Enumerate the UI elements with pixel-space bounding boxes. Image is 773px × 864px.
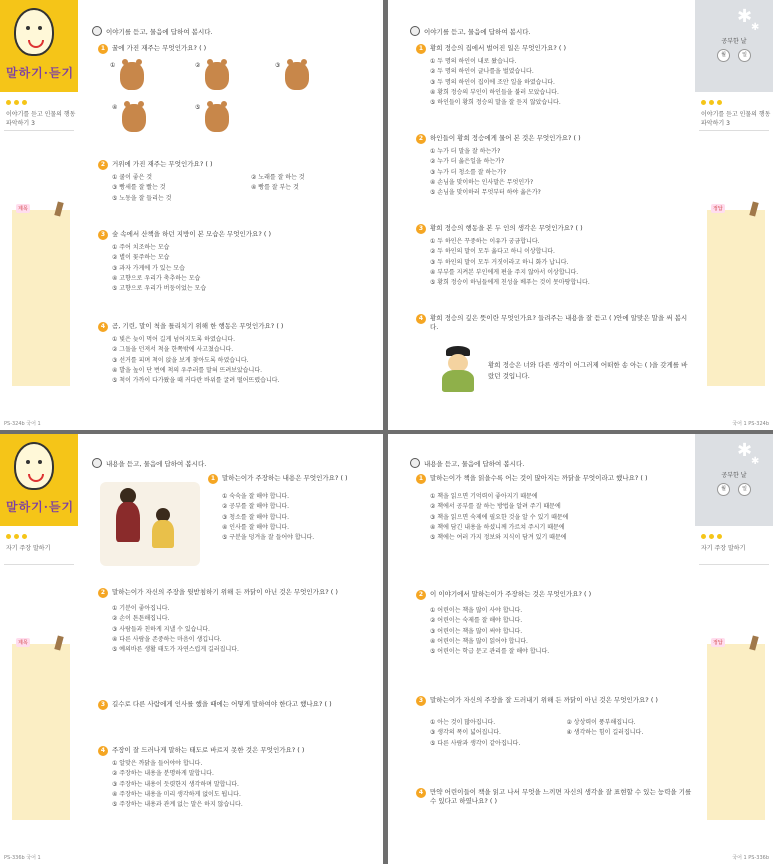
option-2[interactable]: ② 그돌을 던져서 척을 한쪽밖에 사고쳤습니다.	[112, 346, 234, 354]
question-number: 2	[416, 134, 426, 144]
option-4[interactable]: ④ 빵를 잘 부는 것	[251, 184, 299, 192]
option-3[interactable]: ③ 주장하는 내용이 듯렷한지 생각하며 말합니다.	[112, 780, 239, 788]
question-2	[98, 160, 378, 204]
option-3[interactable]: ③ 생각의 폭이 넓어집니다.	[430, 729, 501, 737]
option-4[interactable]: ④ 인사를 잘 해야 합니다.	[222, 523, 290, 531]
option-picture-1[interactable]: ①	[120, 62, 144, 92]
option-1[interactable]: ① 빛은 늦이 먹어 길게 넘어지도록 하였습니다.	[112, 336, 236, 343]
option-4[interactable]: ④ 고향으로 우리가 축추하는 모습	[112, 274, 201, 282]
bear-icon	[205, 62, 229, 90]
option-4[interactable]: ④ 어린이는 책을 많이 읽어야 합니다.	[430, 637, 528, 645]
day-field[interactable]: 일	[738, 49, 751, 62]
option-2[interactable]: ② 주장하는 내용을 분명하게 말합니다.	[112, 770, 214, 778]
option-5[interactable]: ⑤ 주장하는 내용과 관계 없는 말은 하지 않습니다.	[112, 801, 243, 809]
question-2	[98, 588, 373, 655]
question-number: 1	[98, 44, 108, 54]
option-2[interactable]: ② 손이 튼튼해집니다.	[112, 615, 170, 623]
question-2	[416, 590, 691, 657]
question-text: 말하는이가 자신의 주장을 잘 드러내기 위해 든 까닭이 아닌 것은 무엇인가요? ( )	[430, 696, 658, 704]
pin-icon	[54, 201, 63, 216]
option-5[interactable]: ⑤ 책에는 여러 가지 정보와 지식이 담겨 있기 때문에	[430, 534, 567, 542]
option-5[interactable]: ⑤ 예의바른 생활 태도가 자연스럽게 길러집니다.	[112, 646, 239, 654]
instruction-text: 내용을 듣고, 물음에 답하여 봅시다.	[106, 459, 207, 468]
note-tag: 정답	[713, 640, 723, 646]
page-top-right	[388, 0, 773, 430]
option-2[interactable]: ② 상상력이 풍부해집니다.	[566, 719, 636, 726]
option-4[interactable]: ④ 생각하는 힘이 길러집니다.	[566, 729, 644, 737]
option-picture-5[interactable]: ⑤	[205, 104, 229, 134]
question-text: 황희 정승의 행동을 본 두 인의 생각은 무엇인가요? ( )	[430, 224, 583, 232]
question-number: 3	[98, 230, 108, 240]
option-2[interactable]: ② 노래를 잘 하는 것	[251, 174, 305, 181]
question-number: 1	[208, 474, 218, 484]
divider	[4, 564, 74, 565]
character-logo-icon	[14, 8, 54, 56]
option-3[interactable]: ③ 책을 읽으면 숙제에 필요한 것을 알 수 있기 때문에	[430, 513, 569, 521]
character-logo-icon	[14, 442, 54, 490]
option-2[interactable]: ② 공부를 잘 해야 합니다.	[222, 503, 290, 511]
instruction-header	[92, 458, 206, 468]
lesson-subtitle: 자기 주장 말하기	[6, 545, 51, 552]
question-4	[416, 314, 694, 332]
option-5[interactable]: ⑤ 황희 정승이 하님들에게 친성을 베푸는 것이 못마땅합니다.	[430, 279, 590, 287]
pin-icon	[749, 201, 758, 216]
question-3	[98, 230, 378, 294]
question-number: 2	[98, 588, 108, 598]
instruction-text: 내용을 듣고, 물음에 답하여 봅시다.	[424, 459, 525, 468]
question-4	[416, 788, 694, 806]
option-1[interactable]: ① 기분이 좋아집니다.	[112, 605, 170, 612]
speaker-icon	[92, 26, 102, 36]
page-bottom-right	[388, 434, 773, 864]
option-2[interactable]: ② 책에서 공부를 잘 하는 방법을 알려 주기 때문에	[430, 503, 561, 511]
question-1	[98, 44, 378, 54]
page-footer: 국어 1 PS-336b	[732, 855, 769, 861]
option-1[interactable]: ① 책을 읽으면 기억력이 좋아지기 때문에	[430, 493, 538, 500]
option-5[interactable]: ⑤ 어린이는 학급 문고 관리를 잘 해야 합니다.	[430, 648, 550, 656]
question-3	[98, 700, 373, 710]
month-field[interactable]: 월	[717, 483, 730, 496]
option-2[interactable]: ② 별이 꽃주하는 모습	[112, 254, 170, 262]
option-5[interactable]: ⑤ 손님을 맞이하러 무엇부터 하야 옳은가?	[430, 189, 541, 197]
sparkle-icon: ✱	[751, 22, 760, 33]
question-text: 말하는이가 책을 읽을수록 어는 것이 많아지는 까닭을 무엇이라고 했나요? ( )	[430, 474, 648, 482]
option-4[interactable]: ④ 발을 높이 단 번에 척의 우주러를 말혀 뜨려보았습니다.	[112, 366, 263, 374]
memo-note	[707, 640, 765, 820]
question-number: 1	[416, 474, 426, 484]
question-2	[416, 134, 686, 198]
pin-icon	[54, 635, 63, 650]
dots-icon	[6, 100, 27, 105]
month-field[interactable]: 월	[717, 49, 730, 62]
divider	[699, 130, 769, 131]
divider	[699, 564, 769, 565]
section-title: 말하기·듣기	[6, 500, 75, 514]
question-text: 꿀에 가진 재주는 무엇인가요? ( )	[112, 44, 207, 52]
instruction-text: 이야기를 듣고, 물음에 답하여 봅시다.	[424, 27, 531, 36]
note-tag: 제목	[18, 206, 28, 212]
option-1[interactable]: ① 누가 더 말을 잘 하는가?	[430, 148, 501, 155]
option-1[interactable]: ① 알맞은 까닭을 들어야야 합니다.	[112, 760, 203, 767]
dots-icon	[701, 100, 722, 105]
option-3[interactable]: ③ 빵세를 잘 빨는 것	[112, 184, 166, 192]
option-3[interactable]: ③ 청소를 잘 해야 합니다.	[222, 513, 290, 521]
greeting-illustration	[100, 482, 200, 566]
memo-note	[12, 206, 70, 386]
option-4[interactable]: ④ 손님을 맞이하는 인사말은 무엇인가?	[430, 178, 534, 186]
day-field[interactable]: 일	[738, 483, 751, 496]
dots-icon	[701, 534, 722, 539]
question-text: 황희 정승의 깊은 뜻이란 무엇인가요? 들려주는 내용을 잘 듣고 ( )안에 알맞은 말을 써 봅시다.	[430, 314, 688, 331]
speaker-icon	[410, 26, 420, 36]
option-picture-4[interactable]: ④	[122, 104, 146, 134]
instruction-header	[410, 458, 524, 468]
question-text: 숲 속에서 산책을 하던 지방이 본 모습은 무엇인가요? ( )	[112, 230, 271, 238]
speaker-icon	[410, 458, 420, 468]
page-footer: 국어 1 PS-324b	[732, 421, 769, 427]
option-5[interactable]: ⑤ 노동을 잘 들리는 것	[112, 194, 172, 202]
sidebar-banner	[0, 434, 78, 526]
question-text: 말하는이가 자신의 주장을 뒷받침하기 위해 든 까닭이 아닌 것은 무엇인가요? ( )	[112, 588, 338, 596]
page-footer: PS-336b 국어 1	[4, 855, 41, 861]
question-text: 거위에 가진 재주는 무엇인가요? ( )	[112, 160, 213, 168]
question-number: 3	[416, 224, 426, 234]
bear-icon	[122, 104, 146, 132]
question-number: 1	[416, 44, 426, 54]
question-3	[416, 696, 691, 749]
sidebar-banner	[695, 0, 773, 92]
option-picture-2[interactable]: ②	[205, 62, 229, 92]
question-text: 이 이야기에서 말하는이가 주장하는 것은 무엇인가요? ( )	[430, 590, 592, 598]
option-4[interactable]: ④ 부부를 지켜본 부인에게 편을 주지 않아서 이상합니다.	[430, 268, 579, 276]
question-1	[208, 474, 380, 543]
sidebar	[0, 0, 78, 430]
question-number: 2	[416, 590, 426, 600]
question-1	[416, 44, 686, 108]
question-text: 주장이 잘 드러나게 말하는 태도로 바르지 못한 것은 무엇인가요? ( )	[112, 746, 305, 754]
option-1[interactable]: ① 두 하인은 꾸중하는 이유가 궁금합니다.	[430, 238, 540, 245]
option-3[interactable]: ③ 누가 더 청소를 잘 하는가?	[430, 168, 507, 176]
option-3[interactable]: ③ 두 명의 하인이 집이에 조안 일을 하였습니다.	[430, 78, 555, 86]
lesson-subtitle: 자기 주장 말하기	[701, 545, 746, 552]
study-date	[699, 36, 769, 62]
option-3[interactable]: ③ 과자 가게에 가 있는 모습	[112, 264, 185, 272]
option-1[interactable]: ① 두 명의 하인이 내로 왔습니다.	[430, 58, 517, 65]
question-text: 말하는이가 주장하는 내용은 무엇인가요? ( )	[222, 474, 348, 482]
page-footer: PS-324b 국어 1	[4, 421, 41, 427]
question-number: 2	[98, 160, 108, 170]
sidebar	[0, 434, 78, 864]
lesson-subtitle: 이야기를 듣고 인물의 행동 파악하기 3	[6, 111, 76, 127]
page-top-left	[0, 0, 383, 430]
sparkle-icon: ✱	[751, 456, 760, 467]
question-number: 4	[98, 322, 108, 332]
date-label: 공부한 날	[721, 472, 747, 479]
date-label: 공부한 날	[721, 38, 747, 45]
option-picture-3[interactable]: ③	[285, 62, 309, 92]
memo-note	[707, 206, 765, 386]
option-4[interactable]: ④ 주장하는 내용을 미리 생각하게 없이도 됩니다.	[112, 790, 241, 798]
bear-icon	[120, 62, 144, 90]
sidebar-banner	[0, 0, 78, 92]
option-2[interactable]: ② 두 명의 하인이 글나를을 벌였습니다.	[430, 68, 534, 76]
option-1[interactable]: ① 어린이는 책을 많이 사야 합니다.	[430, 607, 523, 614]
question-4	[98, 746, 380, 810]
section-title: 말하기·듣기	[6, 66, 75, 80]
question-number: 3	[416, 696, 426, 706]
question-3	[416, 224, 691, 288]
option-4[interactable]: ④ 책에 담긴 내용을 하셨니께 가르쳐 주시기 때문에	[430, 523, 565, 531]
question-text: 만약 어린이들이 책을 읽고 나서 무엇을 느끼면 자신의 생각을 잘 표현할 수 있는 능력을 기를 수 있다고 하였나요? ( )	[430, 788, 692, 805]
speaker-icon	[92, 458, 102, 468]
option-2[interactable]: ② 누가 더 옳은일을 하는가?	[430, 158, 505, 166]
question-number: 3	[98, 700, 108, 710]
option-5[interactable]: ⑤ 척이 가까이 다가왔을 때 커다란 바위를 굴려 떨어뜨렸습니다.	[112, 377, 280, 385]
divider	[4, 130, 74, 131]
option-1[interactable]: ① 주어 치조하는 모습	[112, 244, 170, 251]
option-5[interactable]: ⑤ 구분을 덩겨을 잘 들어야 합니다.	[222, 534, 315, 542]
question-4	[98, 322, 380, 386]
fill-in-answer[interactable]: 황희 정승은 너와 다른 생각이 어그러제 어떠한 송 아는 ( )을 갖게를 바랐던 것입니다.	[488, 361, 688, 380]
option-1[interactable]: ① 아는 것이 많아집니다.	[430, 719, 496, 726]
page-bottom-left	[0, 434, 383, 864]
instruction-header	[410, 26, 531, 36]
dots-icon	[6, 534, 27, 539]
option-3[interactable]: ③ 두 하인의 말이 모두 거짓이라고 하니 화가 납니다.	[430, 258, 569, 266]
sidebar	[695, 0, 773, 430]
instruction-text: 이야기를 듣고, 물음에 답하여 봅시다.	[106, 27, 213, 36]
question-text: 길수로 다른 사람에게 인사를 했을 때에는 어떻게 말하여야 한다고 했나요? ( )	[112, 700, 332, 708]
option-3[interactable]: ③ 사람들과 친하게 지낼 수 있습니다.	[112, 625, 210, 633]
question-number: 4	[416, 788, 426, 798]
note-tag: 정답	[713, 206, 723, 212]
sparkle-icon: ✱	[737, 440, 753, 461]
bear-icon	[205, 104, 229, 132]
sidebar	[695, 434, 773, 864]
option-4[interactable]: ④ 다른 사람을 존중하는 마음이 생깁니다.	[112, 635, 222, 643]
option-1[interactable]: ① 숙숙을 잘 해야 합니다.	[222, 493, 290, 500]
option-5[interactable]: ⑤ 고향으로 우리가 버둥이었는 모습	[112, 285, 207, 293]
question-1	[416, 474, 691, 543]
option-3[interactable]: ③ 선거를 피며 척이 앉을 보게 찾아도록 하였습니다.	[112, 356, 249, 364]
question-text: 하인들이 황희 정승에게 물어 본 것은 무엇인가요? ( )	[430, 134, 581, 142]
question-number: 4	[416, 314, 426, 324]
lesson-subtitle: 이야기를 듣고 인물의 행동 파악하기 3	[701, 111, 771, 127]
sparkle-icon: ✱	[737, 6, 753, 27]
memo-note	[12, 640, 70, 820]
question-text: 황희 정승의 집에서 벌어진 일은 무엇인가요? ( )	[430, 44, 567, 52]
instruction-header	[92, 26, 213, 36]
option-5[interactable]: ⑤ 다른 사람과 생각이 같아집니다.	[430, 739, 521, 747]
pin-icon	[749, 635, 758, 650]
option-4[interactable]: ④ 황희 정승의 부인이 하인들을 불러 모았습니다.	[430, 88, 559, 96]
question-text: 곰, 기린, 말이 척을 틀리치기 위해 한 행동은 무엇인가요? ( )	[112, 322, 284, 330]
scholar-illustration	[438, 346, 478, 392]
option-1[interactable]: ① 쿨이 좋은 것	[112, 174, 153, 181]
note-tag: 제목	[18, 640, 28, 646]
bear-icon	[285, 62, 309, 90]
option-5[interactable]: ⑤ 하인들이 황희 정승의 말을 잘 듣지 않았습니다.	[430, 99, 561, 107]
option-3[interactable]: ③ 어린이는 책을 많이 써야 합니다.	[430, 627, 523, 635]
study-date	[699, 470, 769, 496]
option-2[interactable]: ② 어린이는 숙제를 잘 해야 합니다.	[430, 617, 523, 625]
question-number: 4	[98, 746, 108, 756]
sidebar-banner	[695, 434, 773, 526]
option-2[interactable]: ② 두 하인의 말이 모두 옳다고 하니 이상합니다.	[430, 248, 555, 256]
